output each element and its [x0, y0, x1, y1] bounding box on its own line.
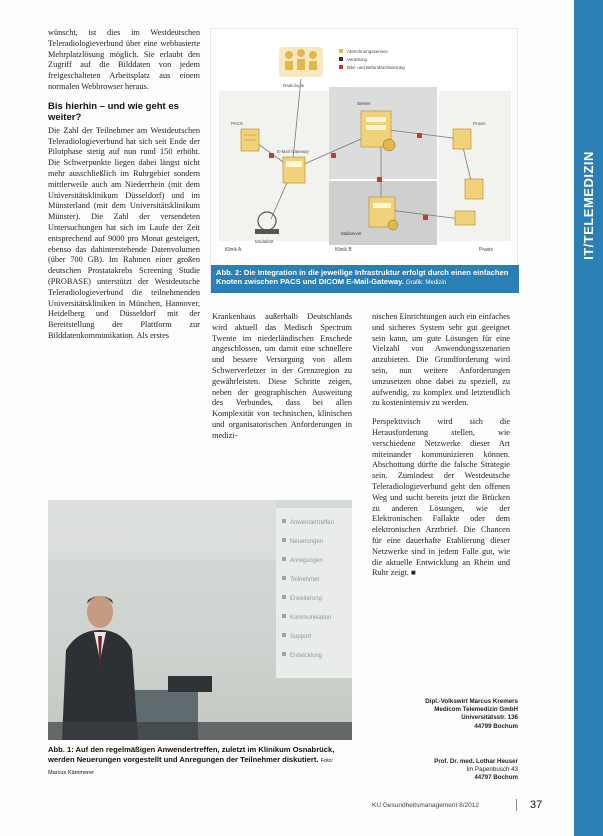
legend-item: Abrechnungsservice [347, 49, 388, 54]
paragraph: Die Zahl der Teilnehmer am Westdeutschen Teleradiologieverbund hat sich seit Ende der Pilotphase stetig auf nun rund 150 erhöht. Die Schwerpunkte liegen dabei längst nicht mehr ausschließlich im Ruhrgebiet sondern mittlerweile auch am Niederrhein (mit dem Universitätsklinikum Düsseldorf) und im Münsterland (mit dem Universitätsklinikum Münster). Die Zahl der versendeten Untersuchungen hat sich im Laufe der Zeit entsprechend auf 9000 pro Monat gesteigert, ebenso das dahinterstehende Datenvolumen (über 700 GB). Im Rahmen einer großen deutschen Prostatakrebs Screening Studie (PROBASE) unterstützt der Westdeutsche Teleradiologieverbund die teilnehmenden Universitätskliniken in München, Hannover, Heidelberg und Düsseldorf mit der Bereitstellung der Plattform zur Bilddatenkommunikation. Als erstes [48, 125, 200, 340]
photo-presentation [48, 500, 352, 740]
slide-bullet-icon [282, 652, 286, 656]
slide-bullet-text: Entwicklung [290, 653, 323, 659]
slide-bullet-icon [282, 576, 286, 580]
author-block [372, 698, 518, 731]
slide-bullet-icon [282, 614, 286, 618]
section-label [574, 120, 603, 290]
caption-text: Abb. 2: Die Integration in die jeweilige Infrastruktur erfolgt durch einen einfachen Knoten zwischen PACS und DICOM E-Mail-Gateway. [216, 268, 509, 287]
mailserver-icon [369, 197, 398, 230]
central-server-icon [361, 111, 395, 151]
paragraph: Krankenhaus außerhalb Deutschlands wird aktuell das Medisch Spectrum Twente im niederländischen Enschede angeschlossen, um damit eine schnellere und bessere Versorgung von allem Schwerverletzer in der Grenzregion zu gewährleisten. Diese Schritte zeigen, neben der geographischen Ausweitung des Verbundes, dass bei allen Komplexität von technischen, klinischen und organisatorischen Anforderungen in medizi- [212, 312, 352, 440]
section-label-text: IT/TELEMEDIZIN [581, 150, 596, 260]
footer-divider [516, 799, 517, 811]
label-gateway: E-Mail Gateway [277, 149, 309, 154]
slide-bullet-text: Anwendertreffen [290, 520, 334, 526]
zone-klinik-a [219, 91, 331, 241]
pacs-server-icon [241, 129, 259, 151]
slide-bullet-icon [282, 557, 286, 561]
author-block [372, 758, 518, 783]
label-praxis-zone: Praxis [479, 247, 493, 253]
caption-credit: Grafik: Medizin [406, 280, 447, 287]
slide-bullet-text: Neuerungen [290, 539, 324, 545]
laptop [168, 676, 212, 692]
slide-bullet-text: Support [290, 634, 312, 640]
slide-bullet-text: Teilnehmer [290, 577, 320, 583]
subheading: Bis hierhin – und wie geht es weiter? [48, 100, 179, 124]
gateway-icon [283, 157, 305, 183]
paragraph-text: Perspektivisch wird sich die Herausforderung stellen, wie verschiedene Netzwerke dieser Art miteinander kommunizieren können. Abschottung dürfte die falsche Strategie sein. Zumindest der Westdeutsche Teleradiologieverbund geht den offenen Weg und sucht bereits jetzt die Brücken zu anderen Lösungen, wie der Elektronischen Fallakte oder dem elektronischen Arztbrief. Die Chancen für eine dauerhafte Etablierung dieser Netzwerke sind in jedem Falle gut, wie die aktuelle Entwicklung an Rhein und Ruhr zeigt. [372, 417, 510, 578]
author-city: 44799 Bochum [474, 722, 518, 730]
photo-scene [48, 500, 352, 740]
paragraph: wünscht, ist dies im Westdeutschen Teleradiologieverbund über eine webbasierte Mehrplatzlösung möglich. Sie erlaubt den Zugriff auf die Bilddaten von jedem freigeschalteten Arbeitsplatz aus einem normalen Webbrowser heraus. [48, 28, 200, 91]
users-cloud-icon [279, 47, 323, 77]
label-klinik-b: Klinik B [335, 247, 352, 253]
text-column-right [372, 312, 510, 587]
figure-network-diagram [210, 28, 518, 292]
figure-caption [211, 265, 519, 293]
label-server: Server [357, 101, 371, 106]
journal-name: KU Gesundheitsmanagement 8/2012 [372, 802, 479, 809]
network-diagram [211, 29, 519, 265]
author-organization: Medicom Telemedizin GmbH [434, 706, 518, 714]
label-radiologie: Radiologie [283, 83, 305, 88]
paragraph: nischen Einrichtungen auch ein einfaches und sicheres System sehr gut geeignet sein kann, um gute Lösungen für eine Vielzahl von Anwendungsszenarien anzubieten. Die Grundforderung wird sein, nun weitere Anforderungen umzusetzen ohne dabei zu speziell, zu aufwendig, zu komplex und letztendlich zu kostenintensiv zu werden. [372, 312, 510, 408]
author-name: Dipl.-Volkswirt Marcus Kremers [425, 698, 518, 705]
speaker-person [62, 596, 138, 740]
label-mailserver: Mailserver [341, 231, 362, 236]
caption-text: Abb. 1: Auf den regelmäßigen Anwendertreffen, zuletzt im Klinikum Osnabrück, werden Neuerungen vorgestellt und Anregungen der Teilnehmer diskutiert. [48, 745, 335, 764]
author-street: Universitätsstr. 136 [461, 714, 518, 722]
slide-bullet-text: Kommunikation [290, 615, 332, 621]
legend-item: Bild- und Befundarchivierung [347, 65, 405, 70]
end-mark: ■ [410, 568, 416, 578]
diagram-legend [339, 49, 405, 70]
text-column-left [48, 28, 200, 350]
slide-bullet-icon [282, 519, 286, 523]
label-pacs: PACS [231, 121, 243, 126]
author-street: Im Papenbusch 43 [466, 766, 518, 774]
slide-bullet-text: Anregungen [290, 558, 323, 564]
label-praxis: Praxis [473, 121, 486, 126]
text-column-middle [212, 312, 352, 450]
legend-item: Verteilung [347, 57, 368, 62]
label-klinik-a: Klinik A [225, 247, 242, 253]
author-city: 44797 Bochum [474, 774, 518, 782]
slide-bullet-icon [282, 633, 286, 637]
slide-bullet-icon [282, 538, 286, 542]
author-name: Prof. Dr. med. Lothar Heuser [434, 758, 518, 765]
page-footer [372, 802, 552, 809]
caption-credit: Foto: Marcus Kämmerer [48, 757, 334, 776]
page-number: 37 [530, 799, 543, 811]
paragraph [372, 417, 510, 579]
slide-bullet-text: Erweiterung [290, 596, 323, 602]
label-modalitaet: Modalität [255, 239, 274, 244]
slide-bullet-icon [282, 595, 286, 599]
photo-caption [48, 745, 352, 778]
